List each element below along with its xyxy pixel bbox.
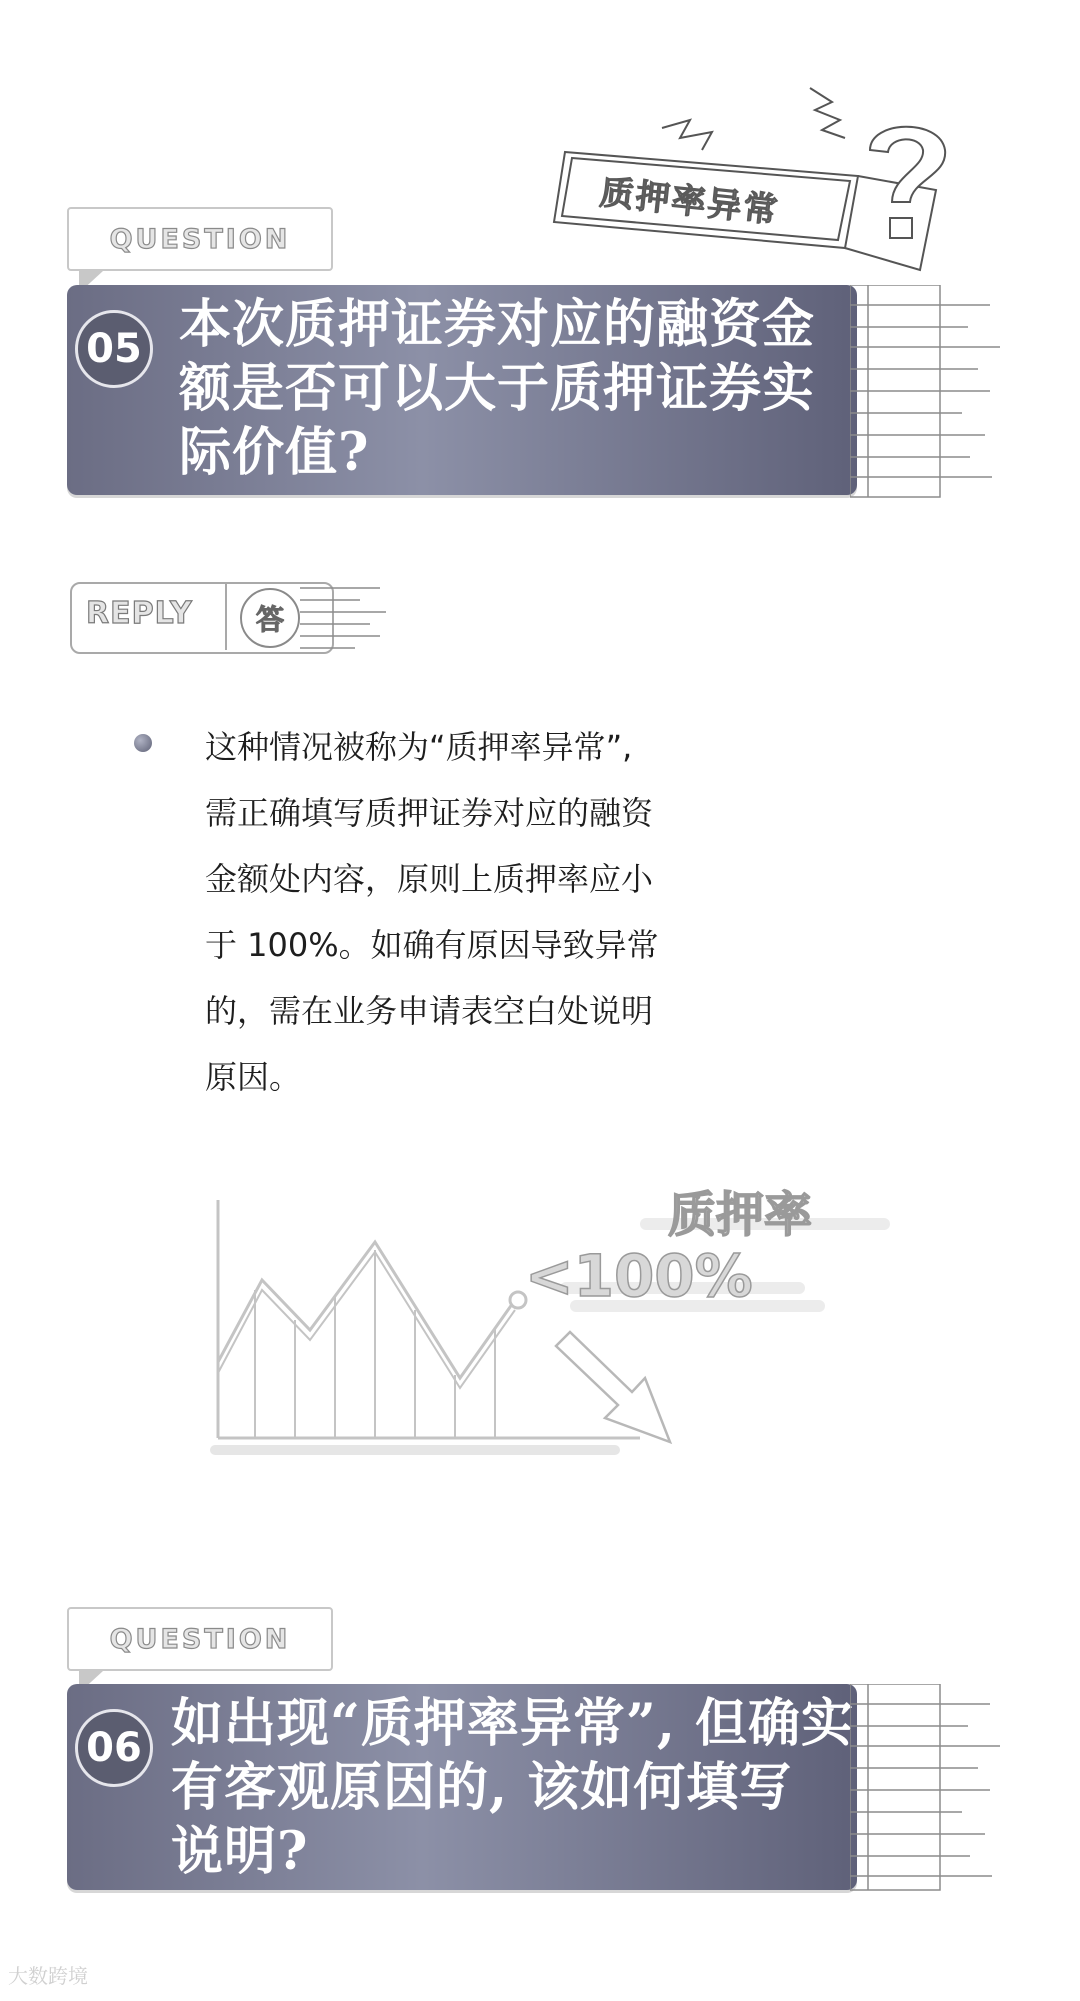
answer-line: 这种情况被称为“质押率异常”, [205, 728, 633, 766]
illustration-value: <100% [525, 1242, 753, 1310]
answer-line: 于 100%。如确有原因导致异常 [205, 926, 659, 964]
bullet-dot [134, 734, 152, 752]
question-6-tab [67, 1607, 333, 1693]
question-6-bar [67, 1684, 857, 1890]
reply-divider [225, 584, 227, 650]
question-text [171, 1692, 854, 1884]
watermark: 大数跨境 [8, 1964, 88, 1988]
question-line: 际价值? [179, 422, 370, 483]
answer-line: 原因。 [205, 1058, 302, 1096]
question-tab-label: QUESTION [67, 1607, 333, 1671]
question-line: 说明? [171, 1821, 309, 1882]
answer-line: 的，需在业务申请表空白处说明 [205, 992, 654, 1030]
grid-lines-decoration [850, 1684, 1000, 1894]
answer-badge: 答 [240, 588, 300, 648]
reply-label: REPLY [86, 596, 193, 631]
question-line: 额是否可以大于质押证券实 [179, 358, 816, 419]
question-number: 05 [75, 310, 153, 388]
question-tab-label: QUESTION [67, 207, 333, 271]
sticker-label: 质押率异常 [598, 172, 782, 231]
answer-line: 金额处内容，原则上质押率应小 [205, 860, 654, 898]
answer-text [205, 714, 725, 1110]
grid-lines-decoration [850, 285, 1000, 500]
down-arrow-icon [556, 1332, 670, 1442]
answer-line: 需正确填写质押证券对应的融资 [205, 794, 654, 832]
question-line: 如出现“质押率异常”, 但确实 [171, 1693, 855, 1754]
question-5-bar [67, 285, 857, 495]
question-line: 有客观原因的, 该如何填写 [171, 1757, 793, 1818]
question-number: 06 [75, 1709, 153, 1787]
reply-lines-decoration [300, 580, 390, 655]
question-5-tab [67, 207, 333, 293]
illustration-title: 质押率 [668, 1187, 813, 1243]
question-line: 本次质押证券对应的融资金 [179, 294, 816, 355]
question-text [179, 293, 815, 485]
